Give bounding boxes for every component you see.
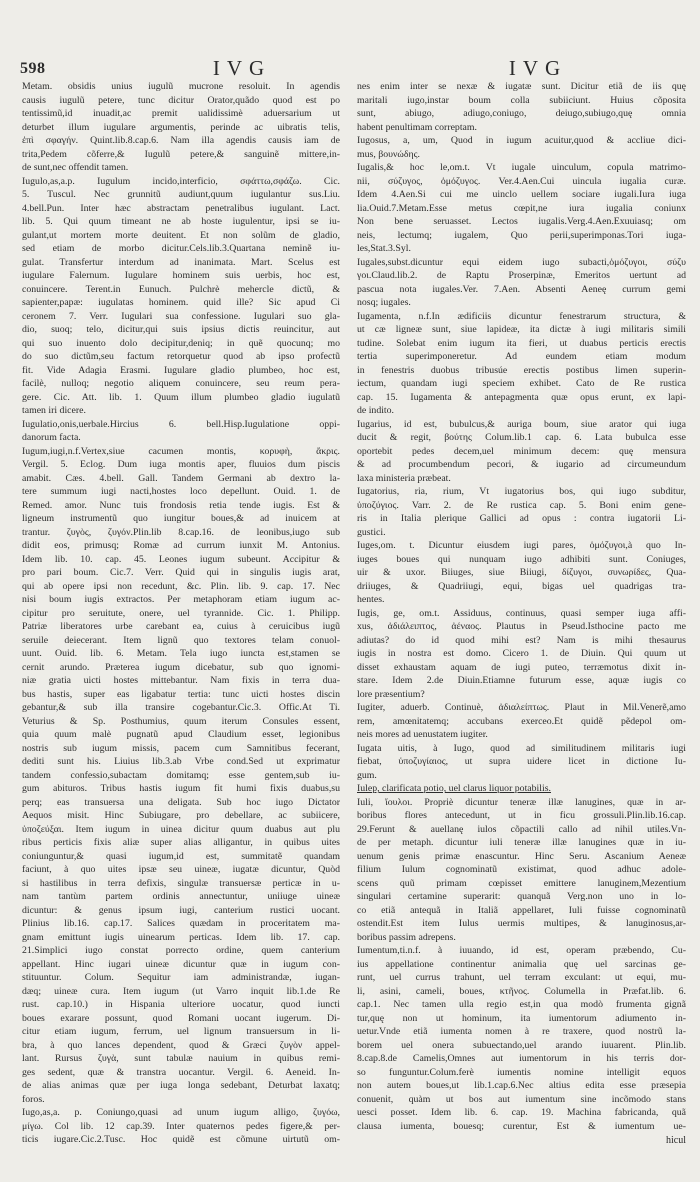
text-line: non autem boues,ut lib.1.cap.6.Nec altius edita esse præsepia	[357, 1080, 686, 1091]
text-line: neis, lectumq; iugalem, Quo perii,superimponas.Tori iuga-	[357, 229, 686, 241]
text-line: Iugarius, id est, bubulcus,& auriga boum, siue arator qui iuga	[357, 418, 686, 430]
text-line: γοι.Claud.lib.2. de Raptu Proserpinæ, Emeritos uertunt ad	[357, 270, 686, 281]
text-line: adiutas? do id quod mihi est? Nam is mihi thesaurus	[357, 634, 686, 646]
text-line: ὑποζύγιος. Varr. 2. de Re rustica cap. 5. Boni enim gene-	[357, 499, 686, 511]
text-line: uesci posset. Idem lib. 6. cap. 19. Machina fabricanda, quã	[357, 1107, 686, 1118]
text-line: Veturius & Sp. Posthumius, quum iterum Consules essent,	[22, 715, 340, 727]
text-line: facilè, nulloq; negotio aliquem conuincere, seu reum pera-	[22, 378, 340, 389]
text-line: ἐπὶ σφαγήν. Quint.lib.8.cap.6. Nam illa agendis causis iam de	[22, 135, 340, 146]
text-line: Vergil. 5. Eclog. Dum iuga montis aper, fluuios dum piscis	[22, 459, 340, 470]
text-line: citur etiam iugum, ferrum, uel lignum transuersum in li-	[22, 1026, 340, 1037]
text-line: tamen iri dicere.	[22, 405, 86, 416]
text-line: nostris sub iugum missis, pacem cum Samnitibus fecerant,	[22, 742, 340, 754]
text-line: so funguntur.Colum.ferè iumentis nomine intelligit equos	[357, 1066, 686, 1078]
text-line: perq; eas transuersa una deligata. Sub hoc iugo Dictator	[22, 796, 340, 808]
text-line: dio, suoq; telo, dicitur,qui suis ipsius dictis reuincitur, aut	[22, 324, 340, 335]
text-line: Iugamenta, n.f.In ædificiis dicuntur fenestrarum structura, &	[357, 310, 686, 322]
text-line: pro pari boum. Cic.7. Verr. Quid qui in singulis iugis arat,	[22, 567, 340, 578]
text-line: trita,Pedem cõferre,& Iugulũ petere,& sanguinẽ mittere,in-	[22, 148, 340, 160]
text-line: hentes.	[357, 594, 385, 605]
text-line: seruile deiecerant. Item lignũ quo textores telam conuol-	[22, 634, 340, 646]
text-line: niæ gratia uicti hostes mittebantur. Nam fixis in terra dua-	[22, 675, 340, 686]
text-line: ius appellatione continentur animalia quę uel sarcinas ge-	[357, 958, 686, 970]
text-line: uenum genis primæ enascuntur. Hinc Seru. Ascanium Aeneæ	[357, 850, 686, 862]
text-line: ligneum instrumentũ quo iungitur boues,& ad inuicem at	[22, 513, 340, 524]
text-line: tentissimũ,id inuadit,ac premit ualidissimè aduersarium ut	[22, 108, 340, 119]
dictionary-entry	[22, 1106, 340, 1147]
text-line: Iulep, clarificata potio, uel clarus liquor potabilis.	[357, 783, 551, 794]
text-line: 8.cap.8.de Camelis,Omnes aut iumentorum in his terris dor-	[357, 1053, 686, 1064]
text-line: causis iugulũ petere, tunc dicitur Orator,quãdo quod est po	[22, 94, 340, 106]
text-line: sunt, abiugo, adiugo,coniugo, deiugo,subiugo,quę omnia	[357, 108, 686, 119]
text-line: trantur. ζυγὸς, ζυγόν.Plin.lib 8.cap.16. de leonibus,iugo sub	[22, 526, 340, 538]
text-line: gustici.	[357, 526, 386, 538]
text-line: de indito.	[357, 405, 395, 416]
text-line: didit eos, primusq; Romæ ad currum iunxit M. Antonius.	[22, 540, 340, 551]
text-line: ὑποζεύξαι. Item iugum in uinea dicitur quum duabus aut plu	[22, 823, 340, 835]
text-line: ticis iugare.Cic.2.Tusc. Hoc quidẽ est cõmune uirtutũ om-	[22, 1134, 340, 1145]
text-line: fit. Vide Adagia Erasmi. Iugulare gladio plumbeo, hoc est,	[22, 364, 340, 376]
text-line: laxa ministeria præbeat.	[357, 472, 451, 484]
text-line: uunt. Ouid. lib. 6. Metam. Tela iugo iuncta est,stamen se	[22, 648, 340, 659]
text-line: dæq; uineæ cura. Item iugum (ut Varro inquit lib.1.de Re	[22, 985, 340, 997]
text-line: ducit & regit, βούτης Colum.lib.1 cap. 6. Lata bubulca esse	[357, 432, 686, 443]
text-line: bus hastis, super eas ligabatur tertia: tunc uicti hostes discin	[22, 688, 340, 700]
text-line: Iugulo,as,a.p. Iugulum incido,interficio, σφάττω,σφάζω. Cic.	[22, 175, 340, 187]
text-line: co etiã antequã in Italiã appellaret, Iuli fuisse cognominatũ	[357, 904, 686, 916]
text-line: μίγω. Col lib. 12 cap.39. Inter quaternos pedes figere,& per-	[22, 1120, 340, 1132]
text-line: habent penultimam correptam.	[357, 121, 477, 133]
text-line: gebantur,& sub illa transire cogebantur.Cic.3. Offic.At Ti.	[22, 702, 340, 713]
text-line: Aequos misit. Hinc Subiugare, pro debellare, ac subiicere,	[22, 810, 340, 821]
text-line: ris in Italia plerique Gallici ad opus : contra iugatorii Li-	[357, 513, 686, 524]
text-line: de per metaph. dicuntur iuli teneræ illæ lanugines quæ in iu-	[357, 837, 686, 848]
text-line: gulant,ut mortem morte deuitent. Et non solũm de gladio,	[22, 229, 340, 241]
text-line: gulat. Transfertur interdum ad inanimata. Mart. Scelus est	[22, 256, 340, 268]
page-number: 598	[20, 60, 46, 77]
text-line: cernit arundo. Præterea iugum dicebatur, sub quo ignomi-	[22, 661, 340, 673]
dictionary-entry	[357, 742, 686, 783]
text-line: do suo dictũm,seu factum retorquetur quod ab ipso profectũ	[22, 351, 340, 362]
text-line: nosq; iugales.	[357, 297, 411, 308]
text-line: foros.	[22, 1093, 45, 1105]
text-line: rem, amœnitatemq; accubans exerceo.Et quidẽ pẽdepol om-	[357, 715, 686, 727]
text-line: appellant. Hinc iugari uineæ dicuntur quæ in iugum con-	[22, 958, 340, 970]
text-line: neis mores ad uenustatem iugiter.	[357, 729, 488, 740]
text-line: Iuges,om. t. Dicuntur eiusdem iugi pares, ὁμόζυγοι,à quo In-	[357, 540, 686, 551]
text-line: ges sedent, quæ & transtra uocantur. Vergil. 6. Aeneid. In-	[22, 1066, 340, 1078]
text-line: Iugales,subst.dicuntur equi eidem iugo subacti,ὁμόζυγοι, σύζυ	[357, 256, 686, 268]
text-line: ribus perticis fixis aliæ super alias alligantur, in quibus uites	[22, 837, 340, 848]
running-head-left: IVG	[212, 56, 272, 80]
dictionary-entry	[357, 310, 686, 418]
text-line: ceronem 7. Verr. Iugulari sua confessione. Iugulari suo gla-	[22, 310, 340, 322]
text-line: gere. Cic. Att. lib. 1. Quum illum plumbeo gladio iugulatũ	[22, 391, 340, 403]
text-line: de alias animas quæ per iuga longa sedebant, Deturbat laxatq;	[22, 1080, 340, 1091]
text-line: tandem confessio,subactam domitamq; esse gentem,sub iu-	[22, 769, 340, 781]
dictionary-entry	[357, 256, 686, 310]
text-line: qui ab opere ipsi non recedunt, &c. Plin. lib. 9. cap. 17. Nec	[22, 580, 340, 592]
text-line: nes enim inter se nexæ & iugatæ sunt. Dicitur etiã de iis quę	[357, 81, 686, 92]
dictionary-entry	[357, 701, 686, 742]
text-line: uetur.Vnde etiã iumenta nomen à re traxere, quod nostrũ la-	[357, 1026, 686, 1037]
text-line: gnam emittunt iugis uinearum perticas. Idem lib. 17. cap.	[22, 931, 340, 943]
text-line: conuincere. Terent.in Eunuch. Pulchrè mehercle dictũ, &	[22, 283, 340, 295]
text-line: Idem lib. 10. cap. 45. Leones iugum subeunt. Accipitur &	[22, 553, 340, 565]
text-line: cipitur pro seruitute, onere, uel tyrannide. Cic. 1. Philipp.	[22, 607, 340, 619]
text-line: quia quum malè pugnatũ apud Claudium esset, legionibus	[22, 729, 340, 740]
text-line: Iugosus, a, um, Quod in iugum acuitur,quod & accliue dici-	[357, 135, 686, 146]
text-line: lia.Ouid.7.Metam.Esse metus cœpit,ne iura iugalia coniunx	[357, 202, 686, 214]
dictionary-entry	[22, 445, 340, 1107]
text-line: gum abituros. Tribus hastis iugum fit humi fixis duabus,su	[22, 783, 340, 794]
text-line: rust. cap.10.) in Hispania ulteriore uocatur, quod iuncti	[22, 999, 340, 1010]
text-line: lore præsentium?	[357, 688, 425, 700]
text-line: iuges boues qui nunquam iugo adhibiti sunt. Coniuges,	[357, 553, 686, 565]
text-line: tur,quę non ut hominum, ita iumentorum adiumento in-	[357, 1012, 686, 1024]
text-line: scens quũ primam cœpisset emittere lanuginem,Mezentium	[357, 877, 686, 889]
text-line: Iugata uitis, à Iugo, quod ad similitudinem militaris iugi	[357, 742, 686, 754]
text-line: Iugo,as,a. p. Coniungo,quasi ad unum iugum alligo, ζυγόω,	[22, 1107, 340, 1118]
text-line: fiebat, ὑποζυγίαιος, ut supra uidere licet in dictione Iu-	[357, 756, 686, 767]
text-line: ut cæ ligneæ sunt, siue lapideæ, ita dictæ à iugi militaris simili	[357, 324, 686, 335]
text-line: qui suo inuento dolo decipitur,deniq; in quẽ quocunq; mo	[22, 337, 340, 349]
text-line: stituuntur. Colum. Sequitur iam administrandæ, iugan-	[22, 972, 340, 983]
text-line: boribus flores antecedunt, ut in ficu grossuli.Plin.lib.16.cap.	[357, 810, 686, 821]
text-line: Patriæ liberatores urbe carebant ea, cuius à ceruicibus iugũ	[22, 621, 340, 632]
running-head-right: IVG	[508, 56, 568, 80]
text-line: amabit. Cæs. 4.bell. Gall. Tandem Germani ab dextro la-	[22, 472, 340, 484]
text-line: Plinius lib.16. cap.17. Salices quædam in proceritatem ma-	[22, 918, 340, 929]
text-line: stare. Idem 2.de Diuin.Etiamne futurum esse, aquæ iugis co	[357, 675, 686, 686]
text-line: Iugalis,& hoc le,om.t. Vt iugale uinculum, copula matrimo-	[357, 162, 686, 173]
text-line: Iugis, ge, om.t. Assiduus, continuus, quasi semper iuga affi-	[357, 607, 686, 619]
text-line: clausa iumenta, bouesq; curentur, Est & iumentum ue-	[357, 1120, 686, 1132]
dictionary-entry	[357, 796, 686, 945]
text-line: driiuges, & Quadriiugi, equi, bigas uel quadrigas tra-	[357, 580, 686, 592]
text-line: dicuntur: & genus ipsum iugi, canterium rustici uocant.	[22, 904, 340, 916]
text-line: nam tantùm partem ordinis annectuntur, uniiuge uineæ	[22, 891, 340, 902]
dictionary-entry	[357, 418, 686, 486]
text-line: tertia superimponeretur. Ad eundem etiam modum	[357, 351, 686, 362]
text-line: Iumentum,ti.n.f. à iuuando, id est, operam præbendo, Cu-	[357, 945, 686, 956]
text-line: uir & uxor. Biiuges, siue Biiugi, δίζυγοι, συνωρίδες, Qua-	[357, 567, 686, 578]
text-line: cap.1. Nec tamen ulla regio est,in qua modò frumenta gignã	[357, 999, 686, 1010]
text-line: dediti sunt his. Liuius lib.3.ab Vrbe cond.Sed ut exprimatur	[22, 756, 340, 767]
text-line: sapienter,papæ: iugulatas hominem. quid ille? Sic apud Ci	[22, 297, 340, 308]
dictionary-entry	[22, 175, 340, 418]
text-line: Idem 4.Aen.Si cui me uinclo uellem sociare iugali.Iura iuga	[357, 189, 686, 200]
text-line: oportebit pedes decem,uel minimum decem: quę mensura	[357, 445, 686, 457]
right-column	[357, 80, 686, 1133]
text-line: 21.Simplici iugo constat porrecto ordine, quem canterium	[22, 945, 340, 956]
dictionary-entry	[357, 944, 686, 1133]
text-line: borem uel onera subuectando,uel arando iuuarent. Plin.lib.	[357, 1039, 686, 1051]
text-line: gum.	[357, 769, 377, 781]
text-line: li, asini, cameli, boues, κτῆνος. Columella in Præfat.lib. 6.	[357, 985, 686, 997]
text-line: de sunt,nec offendit tamen.	[22, 162, 129, 173]
text-line: iugulare Falernum. Iugulare hominem suis uerbis, hoc est,	[22, 270, 340, 281]
text-line: Iugum,iugi,n.f.Vertex,siue cacumen montis, κορυφὴ, ἄκρις.	[22, 445, 340, 457]
dictionary-entry	[357, 134, 686, 161]
text-line: iectum, quandam iugi speciem exhibet. Cato de Re rustica	[357, 378, 686, 389]
text-line: Remed. amor. Nunc tuis frondosis retia tende iugis. Est &	[22, 499, 340, 511]
dictionary-entry	[357, 607, 686, 702]
text-line: Metam. obsidis unius iugulũ mucrone resoluit. In agendis	[22, 81, 340, 92]
text-line: cap. 15. Iugamenta & antepagmenta quæ opus erunt, ex lapi-	[357, 391, 686, 403]
left-column	[22, 80, 340, 1147]
text-line: 29.Ferunt & auellanę iulos cõpactili callo ad nihil utiles.Vn-	[357, 823, 686, 835]
dictionary-entry	[357, 485, 686, 539]
text-line: lib. 5. Qui quum timeant ne ab hoste iugulentur, ipsi se iu-	[22, 216, 340, 227]
text-line: lant. Rursus ζυγὰ, sunt tabulæ nauium in quibus remi-	[22, 1053, 340, 1064]
text-line: boribus passim adrepens.	[357, 931, 456, 943]
text-line: & ad procumbendum pecori, & iugario ad circumeundum	[357, 459, 686, 470]
text-line: mus, βουνώδης.	[357, 148, 420, 160]
text-line: nisi boum iugis extractos. Per metaphoram etiam iugum ac-	[22, 594, 340, 605]
text-line: in fenestris duobus tribusúe erectis postibus limen superin-	[357, 364, 686, 376]
text-line: 5. Tuscul. Nec grunnitũ audiunt,quum iugulantur sus.Liu.	[22, 189, 340, 200]
text-line: coniunguntur,& quasi iugum,id est, summitatẽ quandam	[22, 850, 340, 862]
dictionary-entry	[357, 161, 686, 256]
dictionary-entry	[357, 80, 686, 134]
text-line: faciunt, à quo uites ipsæ seu uineæ, iugatæ dicuntur, Quòd	[22, 864, 340, 875]
text-line: les,Stat.3.Syl.	[357, 243, 411, 254]
text-line: nii, σύζυγος, ὁμόζυγος. Ver.4.Aen.Cui uincula iugalia curæ.	[357, 175, 686, 187]
text-line: si hastilibus in terra defixis, singulæ transuersæ perticæ in u-	[22, 877, 340, 889]
text-line: ostendit.Est item Iulus uermis multipes, & lanuginosus,ar-	[357, 918, 686, 929]
text-line: runt, uel currus trahunt, uel terram exculant: ut equi, mu-	[357, 972, 686, 983]
dictionary-entry	[357, 782, 686, 796]
text-line: disset exhaustam aquam de iugi puteo, terræmotus dixit in-	[357, 661, 686, 673]
text-line: xus, ἀδιάλειπτος, ἀέναος. Plautus in Pseud.Isthocine pacto me	[357, 621, 686, 632]
text-line: sed etiam de morbo dicitur.Cels.lib.3.Quartana neminẽ iu-	[22, 243, 340, 254]
text-line: maritali iugo,instar boum colla subiiciunt. Huius cõposita	[357, 94, 686, 106]
text-line: Iugulatio,onis,uerbale.Hircius 6. bell.Hisp.Iugulatione oppi-	[22, 418, 340, 430]
text-line: tudine. Solebat enim iugum ita fieri, ut duabus perticis erectis	[357, 337, 686, 349]
text-line: boues exarare possunt, quod Romani uocant iugerum. Di-	[22, 1012, 340, 1024]
text-line: Iugiter, aduerb. Continuè, ἀδιαλείπτως. Plaut in Mil.Venerẽ,amo	[357, 702, 686, 713]
text-line: bra, à quo lances dependent, quod & Græci ζυγὸν appel-	[22, 1039, 340, 1051]
text-line: conuenit, quàm ut bos aut iumentum sine incõmodo stans	[357, 1093, 686, 1105]
dictionary-entry	[22, 80, 340, 175]
text-line: iugis in nostra est domo. Cicero 1. de Diuin. Qui quum ut	[357, 648, 686, 659]
text-line: tere summum iugi nacti,hostes loco depellunt. Ouid. 1. de	[22, 486, 340, 497]
text-line: 4.bell.Pun. Inter hæc abstractam penetralibus iugulant. Lact.	[22, 202, 340, 214]
text-line: Iugatorius, ria, rium, Vt iugatorius bos, qui iugo subditur,	[357, 486, 686, 497]
catchword: hicul	[666, 1135, 686, 1146]
text-line: Iuli, ἴουλοι. Propriè dicuntur teneræ illæ lanugines, quæ in ar-	[357, 796, 686, 808]
text-line: pascua nota iugales.Ver. 7.Aen. Absenti Aeneę currum gemi	[357, 283, 686, 295]
dictionary-entry	[357, 539, 686, 607]
text-line: danorum facta.	[22, 432, 81, 443]
text-line: singulari certamine superarit: quanquã Verg.non uno in lo-	[357, 891, 686, 902]
text-line: filium Iulum cognominatũ existimat, quod adhuc adole-	[357, 864, 686, 875]
text-line: deturbet illum iugulare argumentis, perinde ac uibratis telis,	[22, 121, 340, 133]
dictionary-entry	[22, 418, 340, 445]
text-line: Non bene seruasset. Lectos iugalis.Verg.4.Aen.Exuuiasq; om	[357, 216, 686, 227]
